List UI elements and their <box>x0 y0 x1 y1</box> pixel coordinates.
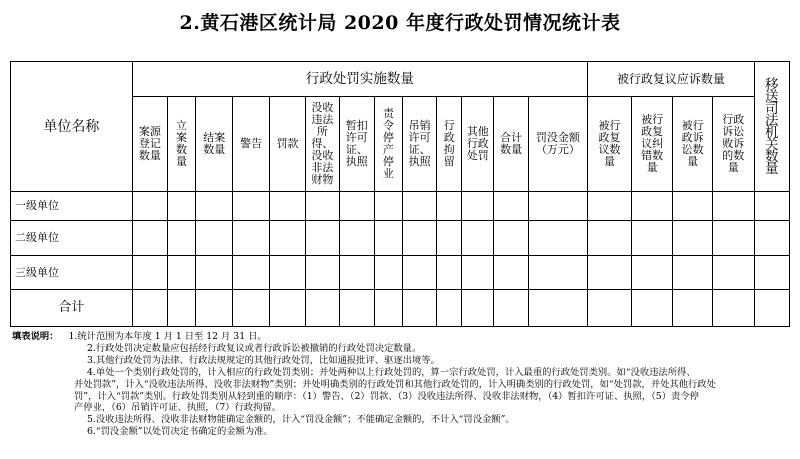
col-case-registered <box>132 97 167 192</box>
col-review-corrected-text: 被行政复议纠错数量 <box>641 113 664 174</box>
note-item: 罚”，计入“罚款”类别。行政处罚类别从轻到重的顺序：（1）警告、（2）罚款、（3）没收违法所得、没收非法财物，（4）暂扣许可证、执照，（5）责令停 <box>74 390 699 402</box>
col-review <box>588 97 632 192</box>
col-license-suspend <box>339 97 374 192</box>
notes-label: 填表说明： <box>12 331 59 342</box>
transfer-header <box>754 62 789 192</box>
col-case-registered-text: 案源登记数量 <box>138 125 161 162</box>
col-license-suspend-text: 暂扣许可证、执照 <box>345 119 368 168</box>
note-item: 产停业，（6）吊销许可证、执照，（7）行政拘留。 <box>74 402 282 414</box>
col-fine <box>269 97 305 192</box>
row-label: 一级单位 <box>11 192 133 221</box>
note-item: 2.行政处罚决定数量应包括经行政复议或者行政诉讼被撤销的行政处罚决定数量。 <box>87 342 422 354</box>
row-label: 三级单位 <box>11 256 133 290</box>
table-row <box>11 256 790 290</box>
total-label: 合计 <box>11 290 133 327</box>
col-confiscation-text: 没收违法所得、没收非法财物 <box>311 101 334 186</box>
note-item: 并处罚款”，计入“没收违法所得、没收非法财物”类别；并处明确类别的行政处罚和其他行政处罚的，计入明确类别的行政处罚，如“处罚款，并处其他行政处 <box>74 378 716 390</box>
unit-name-header: 单位名称 <box>11 62 133 192</box>
review-group-header: 被行政复议应诉数量 <box>588 62 754 97</box>
note-item: 1.统计范围为本年度 1 月 1 日至 12 月 31 日。 <box>68 331 267 342</box>
note-item: 4.单处一个类别行政处罚的，计入相应的行政处罚类别；并处两种以上行政处罚的，算一宗行政处罚，计入最重的行政处罚类别。如“没收违法所得、 <box>87 366 696 378</box>
col-warning-text: 警告 <box>240 137 263 150</box>
col-litigation-text: 被行政诉讼数量 <box>681 119 704 168</box>
transfer-header-text: 移送司法机关数量 <box>765 76 779 177</box>
col-closed-text: 结案数量 <box>203 131 226 156</box>
col-detention <box>437 97 462 192</box>
row-label: 二级单位 <box>11 221 133 256</box>
table-row <box>11 221 790 256</box>
penalty-group-header: 行政处罚实施数量 <box>132 62 587 97</box>
table-row <box>11 192 790 221</box>
col-litigation <box>673 97 713 192</box>
note-item: 5.没收违法所得、没收非法财物能确定金额的，计入“罚没金额”；不能确定金额的，不计入“罚没金额”。 <box>87 414 515 426</box>
col-review-corrected <box>631 97 673 192</box>
col-subtotal-text: 合计数量 <box>500 131 523 156</box>
col-filed <box>168 97 196 192</box>
total-row <box>11 290 790 327</box>
col-litigation-lost-text: 行政诉讼败诉的数量 <box>722 113 745 174</box>
statistics-table <box>10 61 790 327</box>
col-closed <box>196 97 233 192</box>
col-fine-amount-text: 罚没金额（万元） <box>535 131 580 156</box>
col-other-penalty <box>462 97 494 192</box>
notes-section <box>12 331 792 438</box>
col-fine-amount <box>528 97 587 192</box>
col-detention-text: 行政拘留 <box>443 119 455 168</box>
col-license-revoke-text: 吊销许可证、执照 <box>408 119 431 168</box>
col-review-text: 被行政复议数量 <box>598 119 621 168</box>
col-license-revoke <box>402 97 436 192</box>
page-title: 2.黄石港区统计局 2020 年度行政处罚情况统计表 <box>179 12 621 34</box>
col-confiscation <box>306 97 339 192</box>
col-fine-text: 罚款 <box>276 137 299 150</box>
col-warning <box>233 97 269 192</box>
col-other-penalty-text: 其他行政处罚 <box>466 125 489 162</box>
col-litigation-lost <box>712 97 754 192</box>
note-item: 3.其他行政处罚为法律、行政法规规定的其他行政处罚，比如通报批评、驱逐出境等。 <box>87 354 440 366</box>
col-stop-production-text: 责令停产停业 <box>382 107 394 180</box>
note-item: 6.“罚没金额”以处罚决定书确定的金额为准。 <box>87 426 273 438</box>
col-stop-production <box>374 97 402 192</box>
col-filed-text: 立案数量 <box>176 119 188 168</box>
col-subtotal <box>494 97 528 192</box>
